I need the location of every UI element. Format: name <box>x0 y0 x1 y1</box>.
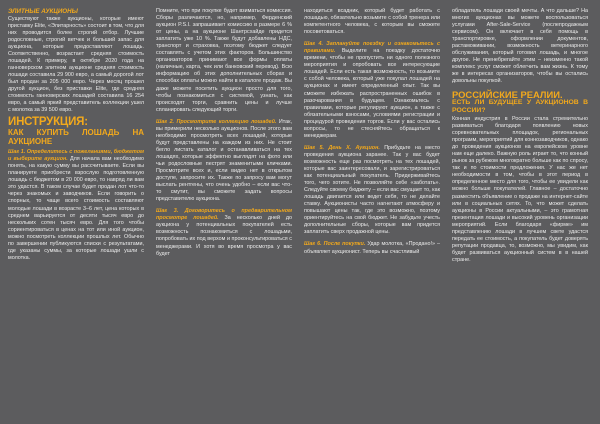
step-5-title: Шаг 5. День X. Аукцион. <box>304 144 380 151</box>
step-4-title: Шаг 4. Заплануйте поездку и ознакомьтесь с правилами. <box>304 41 440 55</box>
russian-realities-subtitle: ЕСТЬ ЛИ БУДУЩЕЕ У АУКЦИОНОВ В РОССИИ? <box>452 99 588 114</box>
instruction-title <box>8 117 144 146</box>
column-2 <box>156 8 292 258</box>
instruction-title-sub: КАК КУПИТЬ ЛОШАДЬ НА АУКЦИОНЕ <box>8 128 144 147</box>
step-4 <box>304 41 440 140</box>
step-6-text: Удар молотка, «Продано!» – объявляет аукционист. Теперь вы счастливый <box>304 241 440 255</box>
commission-paragraph: Помните, что при покупке будет взиматься комиссия. Сборы различаются, но, например, Ферденский аукцион P.S.I. запрашивает комиссию в размере 6 % от цены, а на аукционе Шантрсхайде придется заплатить уже 10 %. Также будут добавлены НДС, транспорт и страховка, поэтому бюджет следует составлять с учетом этих факторов. Большинство организаторов принимают все формы оплаты (наличные, карта, чек или банковский перевод). Всю информацию об этих дополнительных сборах и способах оплаты можно найти в каталоге продаж. Вы даже можете посетить аукцион просто для того, чтобы познакомиться с системой, узнать, как происходят торги, сравнить цены и лучше спланировать следующий торги. <box>156 8 292 113</box>
trainer-paragraph: находиться всадник, который будет работать с лошадью, обязательно возьмите с собой тренера или компетентного человека, с которым вы сможете посоветоваться. <box>304 8 440 36</box>
step-5 <box>304 145 440 237</box>
step-2-text: Итак, вы примерили несколько аукционов. После этого вам необходимо просмотреть всех лошадей, которые будут представлены на каждом из них. Не стоит бегло листать каталог и останавливаться на тех лошадях, которые эффектно выглядят на фото или чьи родословные пестрят знаменитыми кличками. Просмотрите всех и, если видео нет в открытом доступе, запросите их. Также по запросу вам могут выслать рентгены, что очень удобно – если вас что-то смутит, вы сможете задать вопросы представителю аукциона. <box>156 118 293 203</box>
russian-realities-title: РОССИЙСКИЕ РЕАЛИИ. <box>452 88 563 100</box>
elite-auctions-paragraph: Существуют также аукционы, которые имеют приставку Elite, «Элитарность» состоит в том, что для них проводится более строгий отбор. Лучшие родословные, строгий ветчек и больший запас для аукциона, которые предоставляют лошадь. Соответственно, возрастает средняя стоимость лошадей. К примеру, в октябре 2020 года на ганноверском элитном аукционе средняя стоимость лошади составила 29 900 евро, а самый дорогой лот был продан за 205 000 евро. Через месяц прошел другой аукцион, без приставки Elite, где средняя стоимость ганноверских лошадей составила 16 254 евро, а самый яркий представитель коллекции ушел с молотка за 39 500 евро. <box>8 15 144 114</box>
step-6-title: Шаг 6. После покупки. <box>304 241 366 248</box>
step-1-text: Для начала вам необходимо понять, на какую сумму вы рассчитываете. Если вы планируете приобрести взрослую подготовленную лошадь с бюджетом в 20 000 евро, то навряд ли вам это удастся. В таком случае будет продан лот что-то через знакомых и заводчиков. Если говорить о спорных, то чаще всего стоимость составляют молодые лошади в возрасте 3–6 лет, цена которых в среднем варьируется от десяти тысяч евро до нескольких сотен тысяч евро. Для того чтобы сориентироваться в ценах на тот или иной аукцион, можно посмотреть коллекции прошлых лет. Обычно по завершении публикуются списки с результатами, где указаны суммы, за которые лошади ушли с молотка. <box>8 156 144 261</box>
step-3-title: Шаг 3. Договоритесь о предварительном просмотре лошадей. <box>156 208 292 222</box>
russian-realities-heading <box>452 90 588 115</box>
step-4-text: Выделите на поездку достаточно времени, чтобы не пропустить ни одного полезного мероприятия и опробовать все интересующие лошадей. Если есть такая возможность, то возьмите с собой человека, который уже покупал лошадей на аукционах и имеет определенный опыт. Так вы сможете избежать распространенных ошибок в разочарования в будущем. Ознакомьтесь с правилами, которые регулируют аукцион, а также с обязательными взносами, условиями регистрации и процедурой проведения торгов. Если у вас остались вопросы, то не стесняйтесь обращаться к менеджерам. <box>304 48 441 139</box>
step-6 <box>304 241 440 255</box>
elite-auctions-heading: ЭЛИТНЫЕ АУКЦИОНЫ <box>8 8 78 15</box>
instruction-title-main: ИНСТРУКЦИЯ: <box>8 116 88 129</box>
step-2 <box>156 119 292 204</box>
step-5-text: Прибудьте на место проведения аукциона заранее. Так у вас будет возможность еще раз посмотреть на тех лошадей, которые вас заинтересовали, и зарегистрироваться как потенциальный покупатель. Придерживайтесь того, чего хотите. Не позволяйте себе «заботать». Следуйте своему бюджету – если вас смущает то, как лошадь двигается или ведет себя, то не делайте ставку. Аукционисты часто нагнетают атмосферу и повышают цены так, где это возможно, поэтому ориентируйтесь на свой бюджет. Не забудьте учесть дополнительные сборы, которые вам придется заплатить сверх продажной цены. <box>304 144 440 236</box>
step-2-title: Шаг 2. Просмотрите коллекцию лошадей. <box>156 118 277 125</box>
column-3 <box>304 8 440 256</box>
column-4 <box>452 8 588 264</box>
step-3-text: За несколько дней до аукциона у потенциальных покупателей есть возможность познакомиться с лошадьми, попробовать их под верхом и проконсультироваться с менеджерами. И хотя во время просмотра у вас будет <box>156 215 292 257</box>
after-sale-paragraph: обладатель лошади своей мечты. А что дальше? На многих аукционах вы можете воспользоваться услугами After-Sale-Service (послепродажным сервисом). Он включает в себя помощь в транспортировке, оформлении документов, растаможивании, возможность ветеринарного обслуживания, который готовил лошадь, и многое другое. Не пренебрегайте этим – неизменно такой комплекс услуг сможет облегчить вам жизнь. К тому же в интересах организаторов, чтобы вы остались довольны покупкой. <box>452 8 588 85</box>
step-1-title: Шаг 1. Определитесь с пожеланиями, бюджетом и выберите аукцион. <box>8 149 144 163</box>
column-1 <box>8 8 144 262</box>
russian-realities-text: Конная индустрия в России стала стремительно развиваться благодаря появлению новых соревновательных площадок, региональных программ, мероприятий для коннозаводчиков, однако до проведения аукционов на европейском уровне нам еще далеко. Важную роль играет то, что конный рынок за рубежом многократно больше как по спросу, так и по стоимости предложения. У нас же нет необходимости в том, чтобы в этот период в определенное место для того, чтобы ее увидели как можно больше покупателей. Главное – достаточно разместить объявление о продаже на интернет-сайте или в социальных сетях. То, что может сделать аукционы в России актуальными, – это грамотная презентация лошади и высокий уровень организации мероприятий. Если благодаря «фирме» им представлению лошади в лучшем свете удастся передать ее стоимость, а покупатель будет доверять репутации продавца, то, возможно, мы увидим, как будет развиваться аукционный систем в в нашей стране. <box>452 116 588 263</box>
step-1 <box>8 149 144 262</box>
step-3 <box>156 208 292 257</box>
